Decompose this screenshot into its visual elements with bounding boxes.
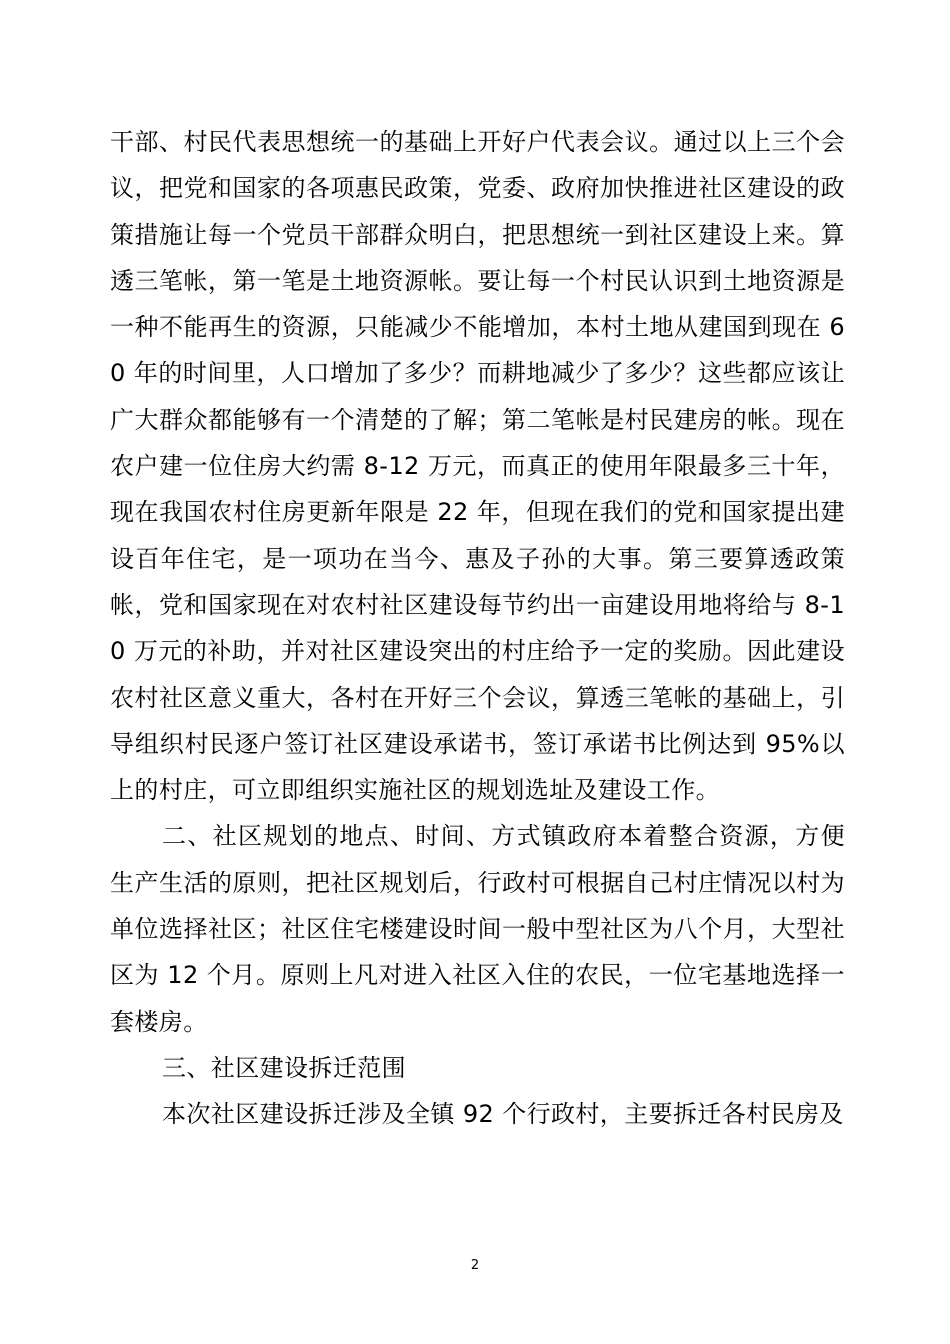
paragraph-continued: 干部、村民代表思想统一的基础上开好户代表会议。通过以上三个会议，把党和国家的各项惠民政策，党委、政府加快推进社区建设的政策措施让每一个党员干部群众明白，把思想统一到社区建设上来。算透三笔帐，第一笔是土地资源帐。要让每一个村民认识到土地资源是一种不能再生的资源，只能减少不能增加，本村土地从建国到现在 60 年的时间里，人口增加了多少？而耕地减少了多少？这些都应该让广大群众都能够有一个清楚的了解；第二笔帐是村民建房的帐。现在农户建一位住房大约需 8-12 万元，而真正的使用年限最多三十年，现在我国农村住房更新年限是 22 年，但现在我们的党和国家提出建设百年住宅，是一项功在当今、惠及子孙的大事。第三要算透政策帐，党和国家现在对农村社区建设每节约出一亩建设用地将给与 8-10 万元的补助，并对社区建设突出的村庄给予一定的奖励。因此建设农村社区意义重大，各村在开好三个会议，算透三笔帐的基础上，引导组织村民逐户签订社区建设承诺书，签订承诺书比例达到 95%以上的村庄，可立即组织实施社区的规划选址及建设工作。 bbox=[110, 128, 845, 805]
page-number: 2 bbox=[470, 1258, 480, 1273]
heading-section-three: 三、社区建设拆迁范围 bbox=[162, 1053, 406, 1082]
paragraph-section-two: 二、社区规划的地点、时间、方式镇政府本着整合资源，方便生产生活的原则，把社区规划后，行政村可根据自己村庄情况以村为单位选择社区；社区住宅楼建设时间一般中型社区为八个月，大型社区为 12 个月。原则上凡对进入社区入住的农民，一位宅基地选择一套楼房。 bbox=[110, 822, 845, 1036]
document-body bbox=[110, 119, 845, 1138]
paragraph-section-three: 本次社区建设拆迁涉及全镇 92 个行政村，主要拆迁各村民房及 bbox=[162, 1100, 844, 1129]
